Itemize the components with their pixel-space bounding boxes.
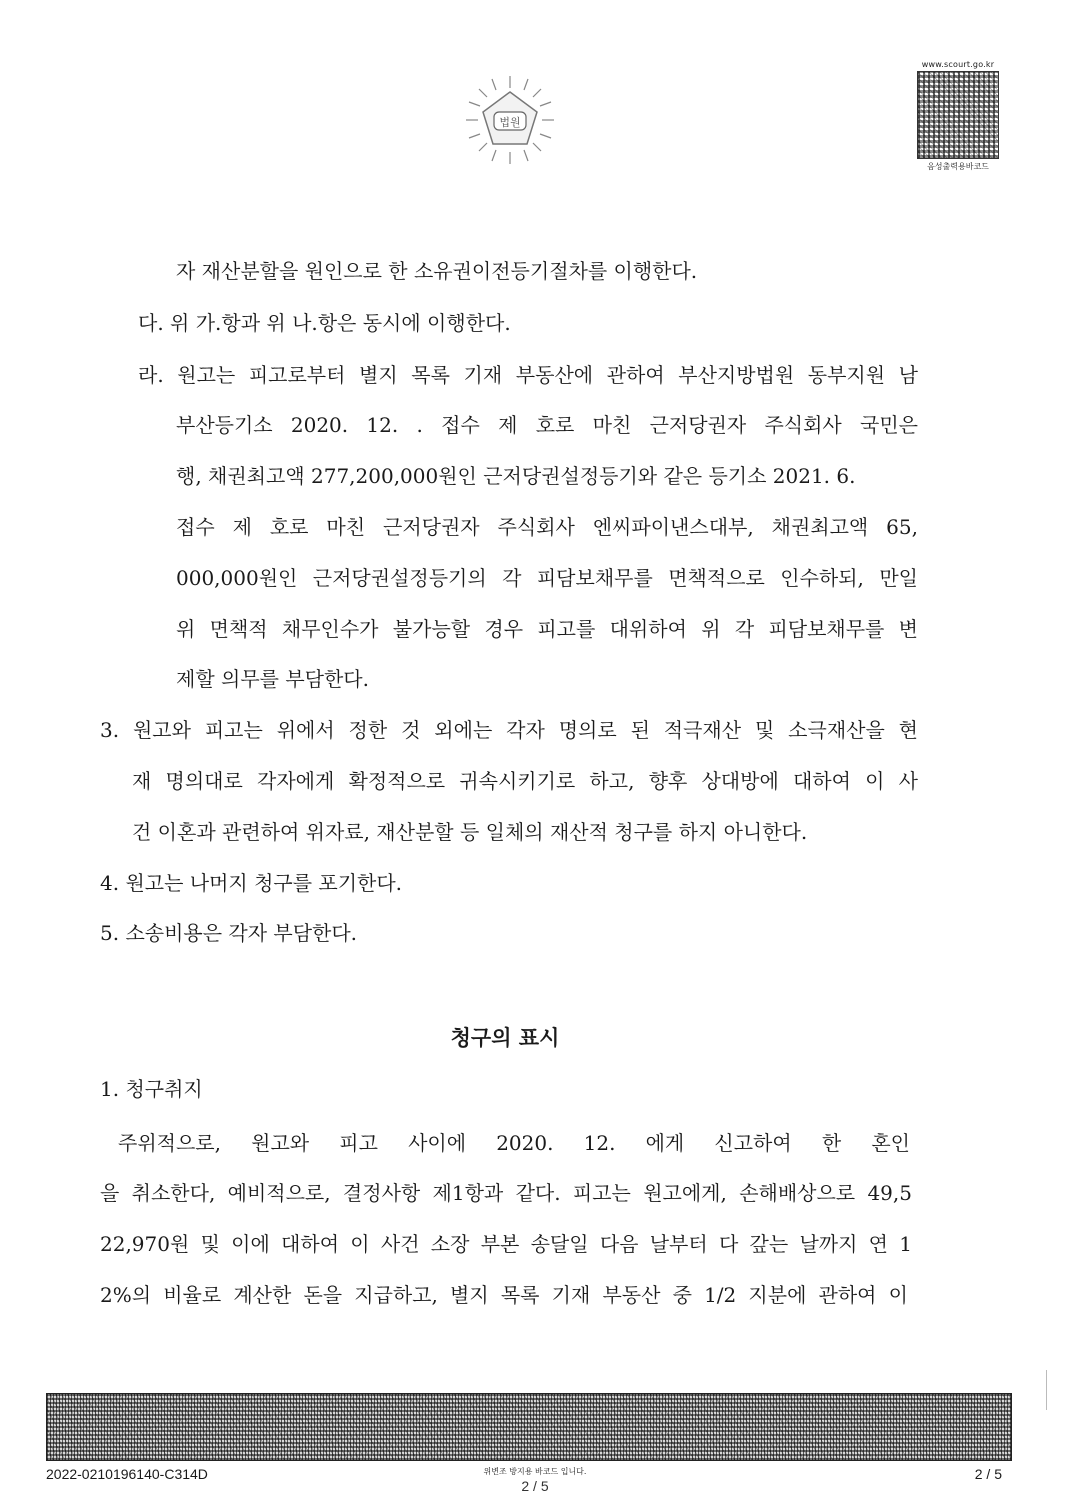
body-line: 라. 원고는 피고로부터 별지 목록 기재 부동산에 관하여 부산지방법원 동부지원 남 bbox=[138, 363, 918, 387]
page-edge-mark bbox=[1046, 1370, 1047, 1410]
body-line: 부산등기소 2020. 12. . 접수 제 호로 마친 근저당권자 주식회사 국민은 bbox=[176, 413, 918, 437]
body-line: 접수 제 호로 마친 근저당권자 주식회사 엔씨파이낸스대부, 채권최고액 65, bbox=[176, 515, 918, 539]
body-line: 건 이혼과 관련하여 위자료, 재산분할 등 일체의 재산적 청구를 하지 아니한다. bbox=[132, 820, 808, 844]
body-line: 000,000원인 근저당권설정등기의 각 피담보채무를 면책적으로 인수하되, 만일 bbox=[176, 566, 918, 590]
body-line: 행, 채권최고액 277,200,000원인 근저당권설정등기와 같은 등기소 2021. 6. bbox=[176, 464, 856, 488]
section-line: 주위적으로, 원고와 피고 사이에 2020. 12. 에게 신고하여 한 혼인 bbox=[118, 1131, 910, 1155]
document-id: 2022-0210196140-C314D bbox=[46, 1466, 208, 1482]
voice-output-qr-block bbox=[916, 60, 1000, 172]
page-number-center: 2 / 5 bbox=[521, 1478, 549, 1494]
anti-forgery-barcode bbox=[46, 1393, 1012, 1461]
section-line: 1. 청구취지 bbox=[100, 1077, 203, 1101]
body-line: 제할 의무를 부담한다. bbox=[176, 667, 369, 691]
body-line: 4. 원고는 나머지 청구를 포기한다. bbox=[100, 871, 403, 895]
body-line: 자 재산분할을 원인으로 한 소유권이전등기절차를 이행한다. bbox=[176, 259, 698, 283]
qr-url: www.scourt.go.kr bbox=[921, 60, 995, 69]
section-line: 을 취소한다, 예비적으로, 결정사항 제1항과 같다. 피고는 원고에게, 손해배상으로 49,5 bbox=[100, 1181, 912, 1205]
section-line: 22,970원 및 이에 대하여 이 사건 소장 부본 송달일 다음 날부터 다 갚는 날까지 연 1 bbox=[100, 1232, 912, 1256]
emblem-text: 법원 bbox=[499, 116, 521, 129]
qr-caption: 음성출력용바코드 bbox=[927, 162, 989, 171]
qr-code bbox=[917, 71, 999, 159]
body-line: 5. 소송비용은 각자 부담한다. bbox=[100, 921, 358, 945]
section-line: 2%의 비율로 계산한 돈을 지급하고, 별지 목록 기재 부동산 중 1/2 지분에 관하여 이 bbox=[100, 1283, 908, 1307]
section-title: 청구의 표시 bbox=[450, 1026, 560, 1050]
body-line: 3. 원고와 피고는 위에서 정한 것 외에는 각자 명의로 된 적극재산 및 소극재산을 현 bbox=[100, 718, 918, 742]
barcode-note: 위변조 방지용 바코드 입니다. bbox=[483, 1467, 587, 1476]
body-line: 재 명의대로 각자에게 확정적으로 귀속시키기로 하고, 향후 상대방에 대하여 이 사 bbox=[132, 769, 918, 793]
body-line: 위 면책적 채무인수가 불가능할 경우 피고를 대위하여 위 각 피담보채무를 변 bbox=[176, 617, 918, 641]
court-emblem-seal bbox=[462, 72, 558, 168]
page-number: 2 / 5 bbox=[974, 1466, 1002, 1482]
body-line: 다. 위 가.항과 위 나.항은 동시에 이행한다. bbox=[138, 311, 511, 335]
